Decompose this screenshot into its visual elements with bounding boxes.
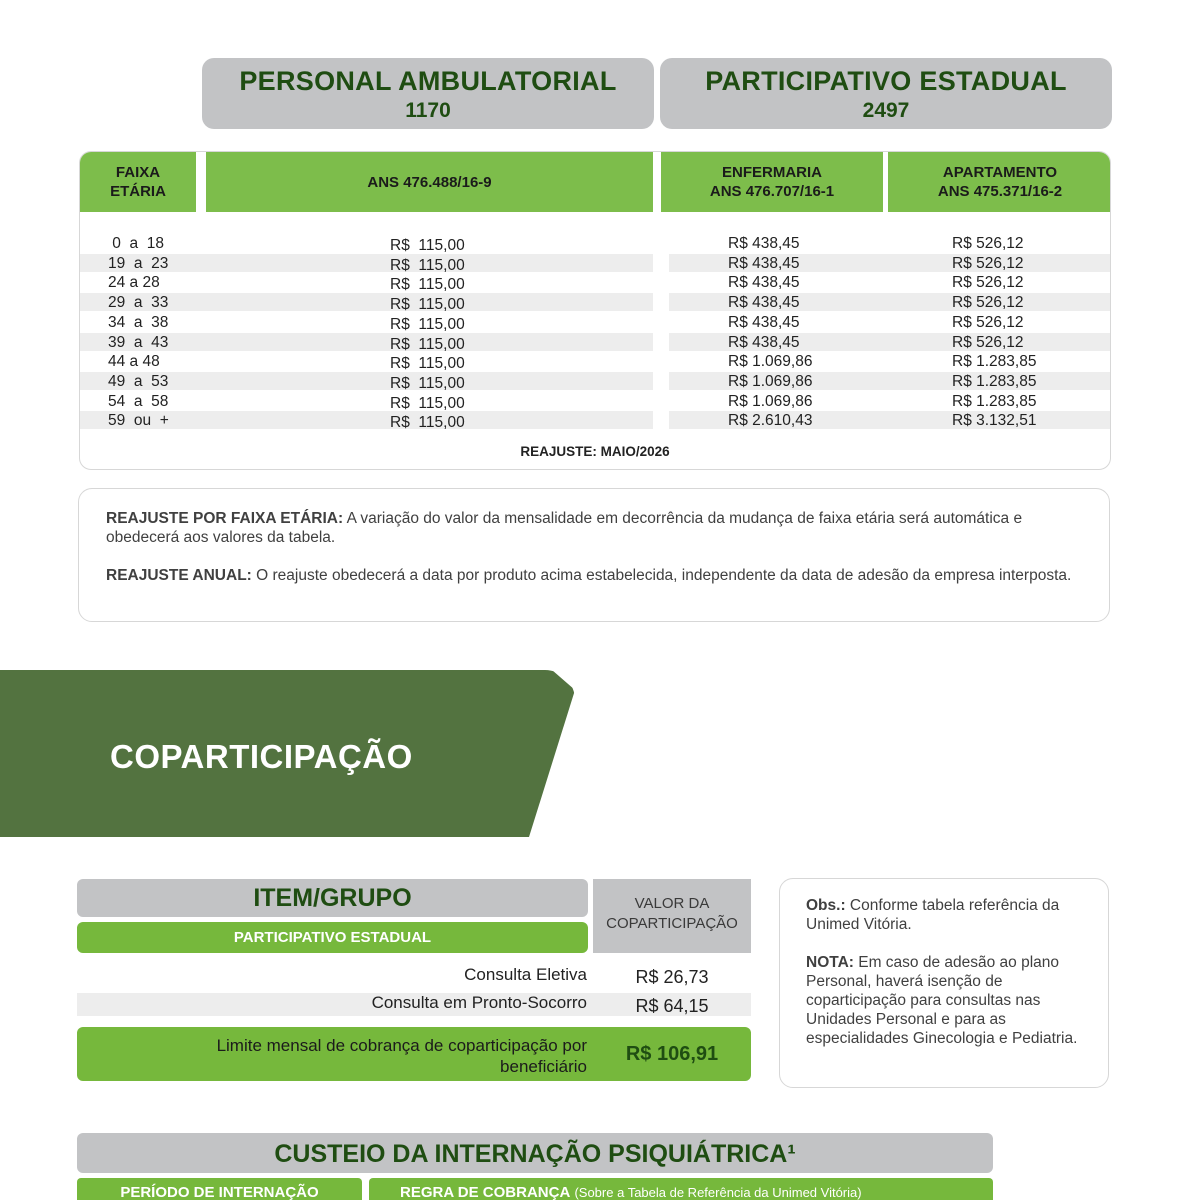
enfermaria-price-cell: R$ 1.069,86 <box>728 372 813 390</box>
plan-name: PARTICIPATIVO ESTADUAL <box>705 66 1067 96</box>
custeio-col-regra-note: (Sobre a Tabela de Referência da Unimed Vitória) <box>574 1185 862 1200</box>
plan-code: 2497 <box>862 99 910 122</box>
apartamento-price-cell: R$ 526,12 <box>952 313 1024 331</box>
custeio-title: CUSTEIO DA INTERNAÇÃO PSIQUIÁTRICA¹ <box>274 1140 796 1168</box>
apartamento-price-cell: R$ 526,12 <box>952 333 1024 351</box>
copart-row-label: Consulta Eletiva <box>464 965 587 984</box>
personal-price-cell: R$ 115,00 <box>390 394 465 412</box>
price-table <box>79 151 1111 470</box>
enfermaria-price-cell: R$ 438,45 <box>728 333 800 351</box>
enfermaria-price-cell: R$ 1.069,86 <box>728 392 813 410</box>
faixa-cell: 0 a 18 <box>108 235 165 252</box>
custeio-col-regra-wrap <box>400 1178 862 1200</box>
reajuste-faixa-paragraph <box>106 509 1082 547</box>
apartamento-price-cell: R$ 1.283,85 <box>952 353 1037 371</box>
limit-label: Limite mensal de cobrança de coparticipação por beneficiário <box>216 1036 587 1076</box>
personal-price-cell: R$ 115,00 <box>390 355 465 373</box>
reajuste-info-box <box>78 488 1110 622</box>
enfermaria-price-cell: R$ 1.069,86 <box>728 353 813 371</box>
faixa-cell: 34 a 38 <box>108 313 169 331</box>
reajuste-faixa-text: A variação do valor da mensalidade em decorrência da mudança de faixa etária será automática e obedecerá aos valores da tabela. <box>106 510 1023 546</box>
faixa-cell: 59 ou + <box>108 412 169 430</box>
personal-price-cell: R$ 115,00 <box>390 296 465 314</box>
item-group-header <box>77 879 588 917</box>
header-faixa-etaria: FAIXA ETÁRIA <box>80 152 196 212</box>
enfermaria-price-cell: R$ 438,45 <box>728 294 800 312</box>
enfermaria-price-cell: R$ 438,45 <box>728 254 800 272</box>
reajuste-date: REAJUSTE: MAIO/2026 <box>520 444 670 459</box>
apartamento-price-cell: R$ 526,12 <box>952 294 1024 312</box>
plan-personal-header <box>202 58 654 129</box>
value-header <box>593 879 751 953</box>
plan-code: 1170 <box>405 99 451 122</box>
faixa-cell: 29 a 33 <box>108 294 169 312</box>
copart-row-value: R$ 26,73 <box>635 967 709 987</box>
copart-row-label: Consulta em Pronto-Socorro <box>371 993 587 1012</box>
header-enfermaria: ENFERMARIA ANS 476.707/16-1 <box>661 152 883 212</box>
limit-value: R$ 106,91 <box>625 1043 719 1065</box>
reajuste-faixa-label: REAJUSTE POR FAIXA ETÁRIA: <box>106 510 344 527</box>
personal-price-cell: R$ 115,00 <box>390 374 465 392</box>
apartamento-price-cell: R$ 526,12 <box>952 235 1024 252</box>
header-apartamento: APARTAMENTO ANS 475.371/16-2 <box>888 152 1111 212</box>
personal-price-cell: R$ 115,00 <box>390 335 465 353</box>
value-header-label: VALOR DA COPARTICIPAÇÃO <box>606 895 738 932</box>
faixa-cell: 24 a 28 <box>108 274 160 292</box>
faixa-cell: 19 a 23 <box>108 254 169 272</box>
obs-paragraph <box>806 896 1082 934</box>
obs-text: Conforme tabela referência da Unimed Vitória. <box>806 897 1060 933</box>
nota-label: NOTA: <box>806 954 854 971</box>
custeio-col-periodo <box>77 1178 362 1200</box>
reajuste-anual-paragraph <box>106 566 1082 585</box>
obs-box <box>779 878 1109 1088</box>
header-ans-personal: ANS 476.488/16-9 <box>206 152 653 212</box>
faixa-cell: 39 a 43 <box>108 333 169 351</box>
personal-price-cell: R$ 115,00 <box>390 315 465 333</box>
plan-bar-label: PARTICIPATIVO ESTADUAL <box>233 929 432 946</box>
enfermaria-price-cell: R$ 438,45 <box>728 313 800 331</box>
section-title: COPARTICIPAÇÃO <box>110 738 413 775</box>
enfermaria-price-cell: R$ 438,45 <box>728 274 800 292</box>
limit-bar <box>77 1027 751 1081</box>
nota-text: Em caso de adesão ao plano Personal, haverá isenção de coparticipação para consultas nas Unidades Personal e para as especialidades Ginecologia e Pediatria. <box>806 954 1078 1047</box>
custeio-col-regra-label: REGRA DE COBRANÇA <box>400 1184 571 1200</box>
faixa-cell: 44 a 48 <box>108 353 160 371</box>
apartamento-price-cell: R$ 1.283,85 <box>952 392 1037 410</box>
custeio-col-regra <box>369 1178 993 1200</box>
apartamento-price-cell: R$ 1.283,85 <box>952 372 1037 390</box>
obs-label: Obs.: <box>806 897 846 914</box>
reajuste-anual-label: REAJUSTE ANUAL: <box>106 567 252 584</box>
plan-participativo-header <box>660 58 1112 129</box>
custeio-header <box>77 1133 993 1173</box>
personal-price-cell: R$ 115,00 <box>390 276 465 294</box>
reajuste-anual-text: O reajuste obedecerá a data por produto acima estabelecida, independente da data de adesão da empresa interposta. <box>251 567 1072 584</box>
item-group-title: ITEM/GRUPO <box>253 884 412 912</box>
apartamento-price-cell: R$ 526,12 <box>952 274 1024 292</box>
plan-name: PERSONAL AMBULATORIAL <box>239 66 617 96</box>
enfermaria-price-cell: R$ 438,45 <box>728 235 800 252</box>
plan-bar <box>77 922 588 953</box>
faixa-cell: 49 a 53 <box>108 372 169 390</box>
apartamento-price-cell: R$ 3.132,51 <box>952 412 1037 430</box>
faixa-cell: 54 a 58 <box>108 392 169 410</box>
personal-price-cell: R$ 115,00 <box>390 256 465 274</box>
copart-row-value: R$ 64,15 <box>635 996 709 1016</box>
personal-price-cell: R$ 115,00 <box>390 414 465 432</box>
personal-price-cell: R$ 115,00 <box>390 237 465 254</box>
enfermaria-price-cell: R$ 2.610,43 <box>728 412 813 430</box>
custeio-col-periodo-label: PERÍODO DE INTERNAÇÃO <box>120 1184 319 1200</box>
apartamento-price-cell: R$ 526,12 <box>952 254 1024 272</box>
nota-paragraph <box>806 953 1082 1048</box>
